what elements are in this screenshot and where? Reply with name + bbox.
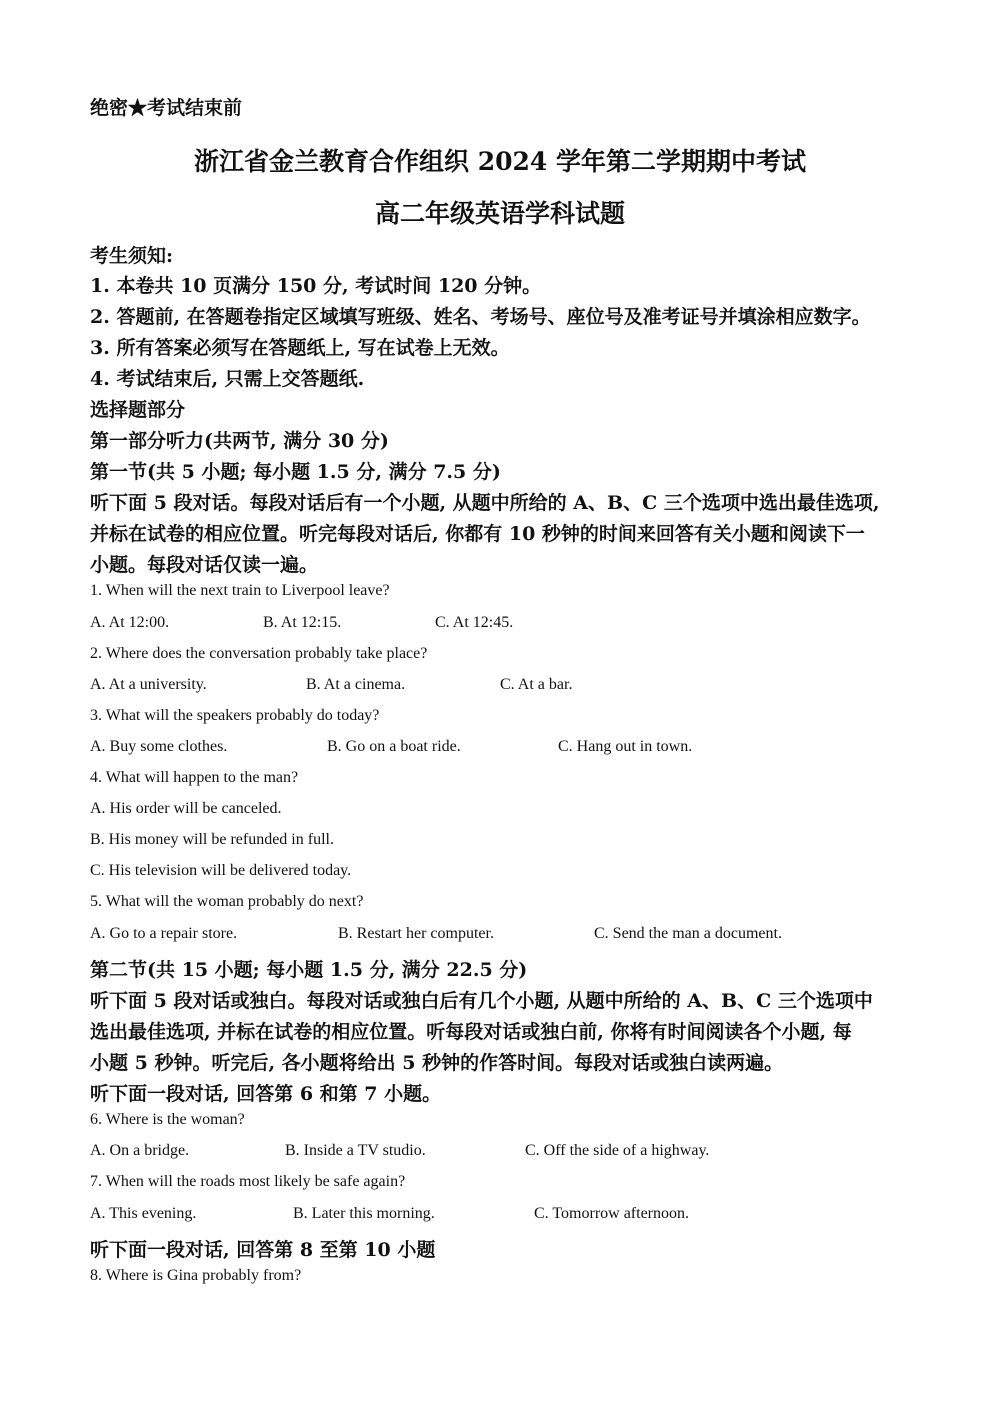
question-stem: 4. What will happen to the man? [90,769,299,786]
option-a: A. His order will be canceled. [90,800,282,817]
section1-instruction: 并标在试卷的相应位置。听完每段对话后, 你都有 10 秒钟的时间来回答有关小题和阅读下一 [90,523,865,545]
exam-subtitle: 高二年级英语学科试题 [374,199,625,228]
option-b: B. Later this morning. [293,1205,435,1222]
option-a: A. At 12:00. [90,614,170,631]
option-b: B. At 12:15. [263,614,342,631]
section2-heading: 第二节(共 15 小题; 每小题 1.5 分, 满分 22.5 分) [90,959,528,981]
question-stem: 5. What will the woman probably do next? [90,893,364,910]
confidential-label: 绝密★考试结束前 [90,97,243,119]
question-stem: 6. Where is the woman? [90,1111,245,1128]
option-c: C. At 12:45. [435,614,514,631]
notice-heading: 考生须知: [90,245,174,267]
dialogue-group-heading: 听下面一段对话, 回答第 8 至第 10 小题 [90,1239,436,1261]
section1-instruction: 小题。每段对话仅读一遍。 [90,554,319,576]
part-label: 选择题部分 [90,399,186,421]
exam-title: 浙江省金兰教育合作组织 2024 学年第二学期期中考试 [194,147,806,176]
option-a: A. This evening. [90,1205,197,1222]
option-c: C. Send the man a document. [594,925,782,942]
option-a: A. Buy some clothes. [90,738,228,755]
option-c: C. Off the side of a highway. [525,1142,710,1159]
option-b: B. Go on a boat ride. [327,738,461,755]
option-a: A. On a bridge. [90,1142,190,1159]
option-a: A. At a university. [90,676,207,693]
question-stem: 2. Where does the conversation probably take place? [90,645,428,662]
option-b: B. Inside a TV studio. [285,1142,426,1159]
question-stem: 1. When will the next train to Liverpool leave? [90,582,390,599]
option-a: A. Go to a repair store. [90,925,238,942]
dialogue-group-heading: 听下面一段对话, 回答第 6 和第 7 小题。 [90,1083,442,1105]
notice-item: 3. 所有答案必须写在答题纸上, 写在试卷上无效。 [90,337,510,359]
section2-instruction: 小题 5 秒钟。听完后, 各小题将给出 5 秒钟的作答时间。每段对话或独白读两遍。 [90,1052,784,1074]
option-c: C. Tomorrow afternoon. [534,1205,689,1222]
question-stem: 3. What will the speakers probably do today? [90,707,380,724]
notice-item: 2. 答题前, 在答题卷指定区域填写班级、姓名、考场号、座位号及准考证号并填涂相应数字。 [90,306,871,328]
notice-item: 4. 考试结束后, 只需上交答题纸. [90,368,365,390]
section1-heading: 第一节(共 5 小题; 每小题 1.5 分, 满分 7.5 分) [90,461,501,483]
notice-item: 1. 本卷共 10 页满分 150 分, 考试时间 120 分钟。 [90,275,542,297]
option-b: B. At a cinema. [306,676,406,693]
option-c: C. Hang out in town. [558,738,693,755]
option-b: B. Restart her computer. [338,925,494,942]
part1-heading: 第一部分听力(共两节, 满分 30 分) [90,430,389,452]
option-b: B. His money will be refunded in full. [90,831,334,848]
option-c: C. His television will be delivered today. [90,862,352,879]
option-c: C. At a bar. [500,676,573,693]
question-stem: 8. Where is Gina probably from? [90,1267,302,1284]
section2-instruction: 选出最佳选项, 并标在试卷的相应位置。听每段对话或独白前, 你将有时间阅读各个小题, 每 [90,1021,852,1043]
section2-instruction: 听下面 5 段对话或独白。每段对话或独白后有几个小题, 从题中所给的 A、B、C 三个选项中 [90,990,873,1012]
question-stem: 7. When will the roads most likely be safe again? [90,1173,406,1190]
section1-instruction: 听下面 5 段对话。每段对话后有一个小题, 从题中所给的 A、B、C 三个选项中选出最佳选项, [90,492,880,514]
